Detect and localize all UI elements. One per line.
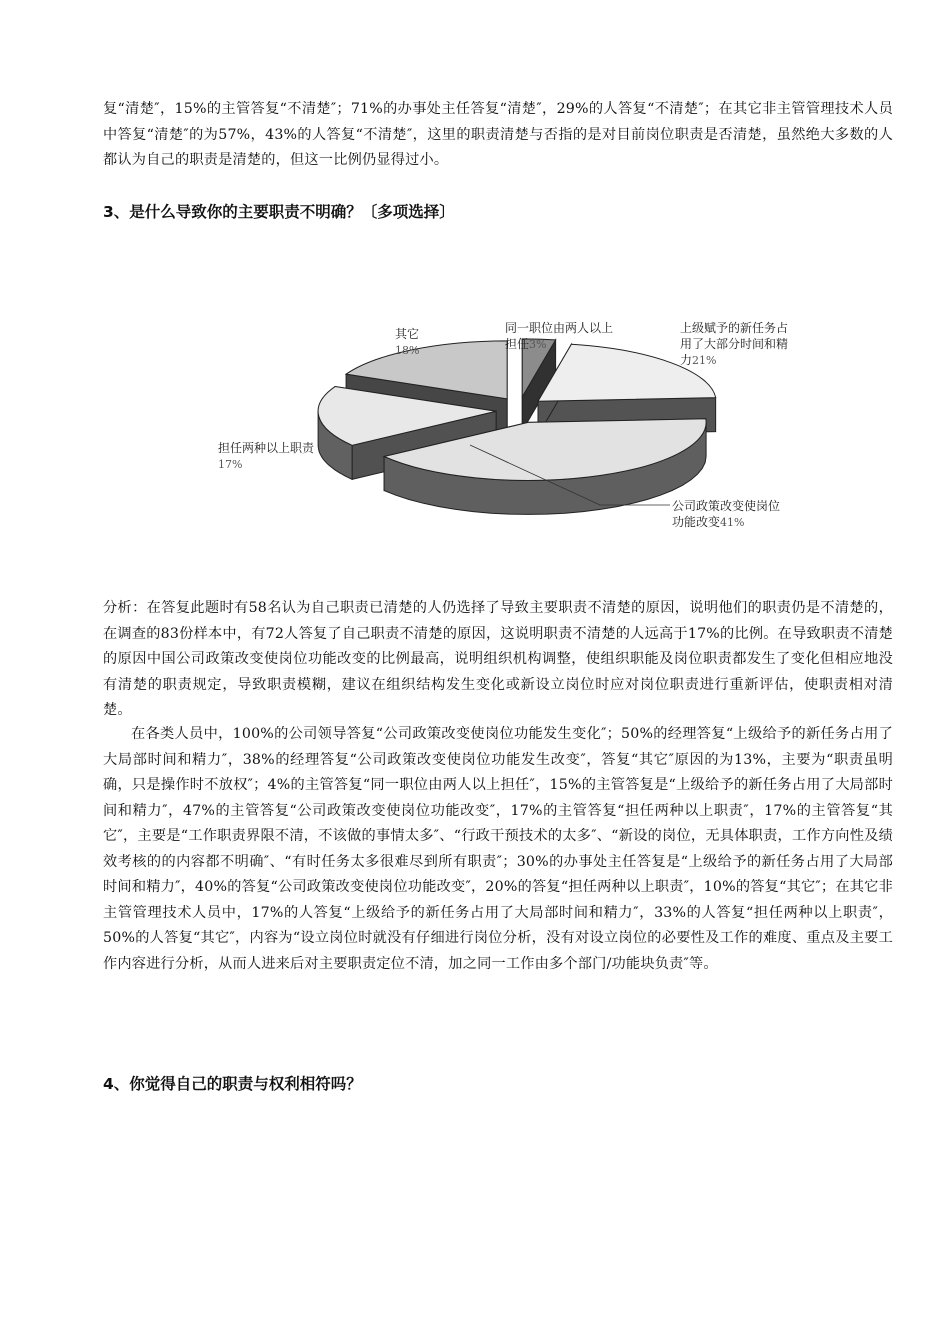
pie-chart xyxy=(200,300,820,540)
slice-percent: 41% xyxy=(720,516,745,529)
slice-percent: 3% xyxy=(529,338,547,351)
slice-label: 同一职位由两人以上担任3% xyxy=(505,321,614,351)
slice-percent: 18% xyxy=(395,344,420,357)
section-4-heading: 4、你觉得自己的职责与权利相符吗？ xyxy=(103,1075,362,1093)
slice-percent: 17% xyxy=(218,458,243,471)
slice-percent: 21% xyxy=(692,354,717,367)
slice-label: 担任两种以上职责 17% xyxy=(218,441,315,471)
section-3-heading: 3、是什么导致你的主要职责不明确？〔多项选择〕 xyxy=(103,203,455,221)
analysis-paragraph-1: 分析：在答复此题时有58名认为自己职责已清楚的人仍选择了导致主要职责不清楚的原因，说明他们的职责仍是不清楚的，在调查的83份样本中，有72人答复了自己职责不清楚的原因，这说明职责不清楚的人远高于17%的比例。在导致职责不清楚的原因中国公司政策改变使岗位功能改变的比例最高，说明组织机构调整，使组织职能及岗位职责都发生了变化但相应地没有清楚的职责规定，导致职责模糊，建议在组织结构发生变化或新设立岗位时应对岗位职责进行重新评估，使职责相对清楚。 xyxy=(103,600,893,718)
analysis-paragraph-2: 在各类人员中，100%的公司领导答复“公司政策改变使岗位功能发生变化″；50%的经理答复“上级给予的新任务占用了大局部时间和精力″，38%的经理答复“公司政策改变使岗位功能发生改变″，答复“其它″原因的为13%，主要为“职责虽明确，只是操作时不放权″；4%的主管答复“同一职位由两人以上担任″，15%的主管答复是“上级给予的新任务占用了大局部时间和精力″，47%的主管答复“公司政策改变使岗位功能改变″，17%的主管答复“担任两种以上职责″，17%的主管答复“其它″，主要是“工作职责界限不清，不该做的事情太多″、“行政干预技术的太多″、“新设的岗位，无具体职责，工作方向性及绩效考核的的内容都不明确″、“有时任务太多很难尽到所有职责″；30%的办事处主任答复是“上级给予的新任务占用了大局部时间和精力″，40%的答复“公司政策改变使岗位功能改变″，20%的答复“担任两种以上职责″，10%的答复“其它″；在其它非主管管理技术人员中，17%的人答复“上级给予的新任务占用了大局部时间和精力″，33%的人答复“担任两种以上职责″，50%的人答复“其它″，内容为“设立岗位时就没有仔细进行岗位分析，没有对设立岗位的必要性及工作的难度、重点及主要工作内容进行分析，从而人进来后对主要职责定位不清，加之同一工作由多个部门/功能块负责″等。 xyxy=(103,726,893,972)
intro-paragraph: 复“清楚″，15%的主管答复“不清楚″；71%的办事处主任答复“清楚″，29%的人答复“不清楚″；在其它非主管管理技术人员中答复“清楚″的为57%，43%的人答复“不清楚″，这里的职责清楚与否指的是对目前岗位职责是否清楚，虽然绝大多数的人都认为自己的职责是清楚的，但这一比例仍显得过小。 xyxy=(103,101,893,168)
slice-label: 上级赋予的新任务占用了大部分时间和精力21% xyxy=(680,321,789,367)
slice-label: 其它 18% xyxy=(395,327,420,357)
slice-label: 公司政策改变使岗位功能改变41% xyxy=(672,499,781,529)
